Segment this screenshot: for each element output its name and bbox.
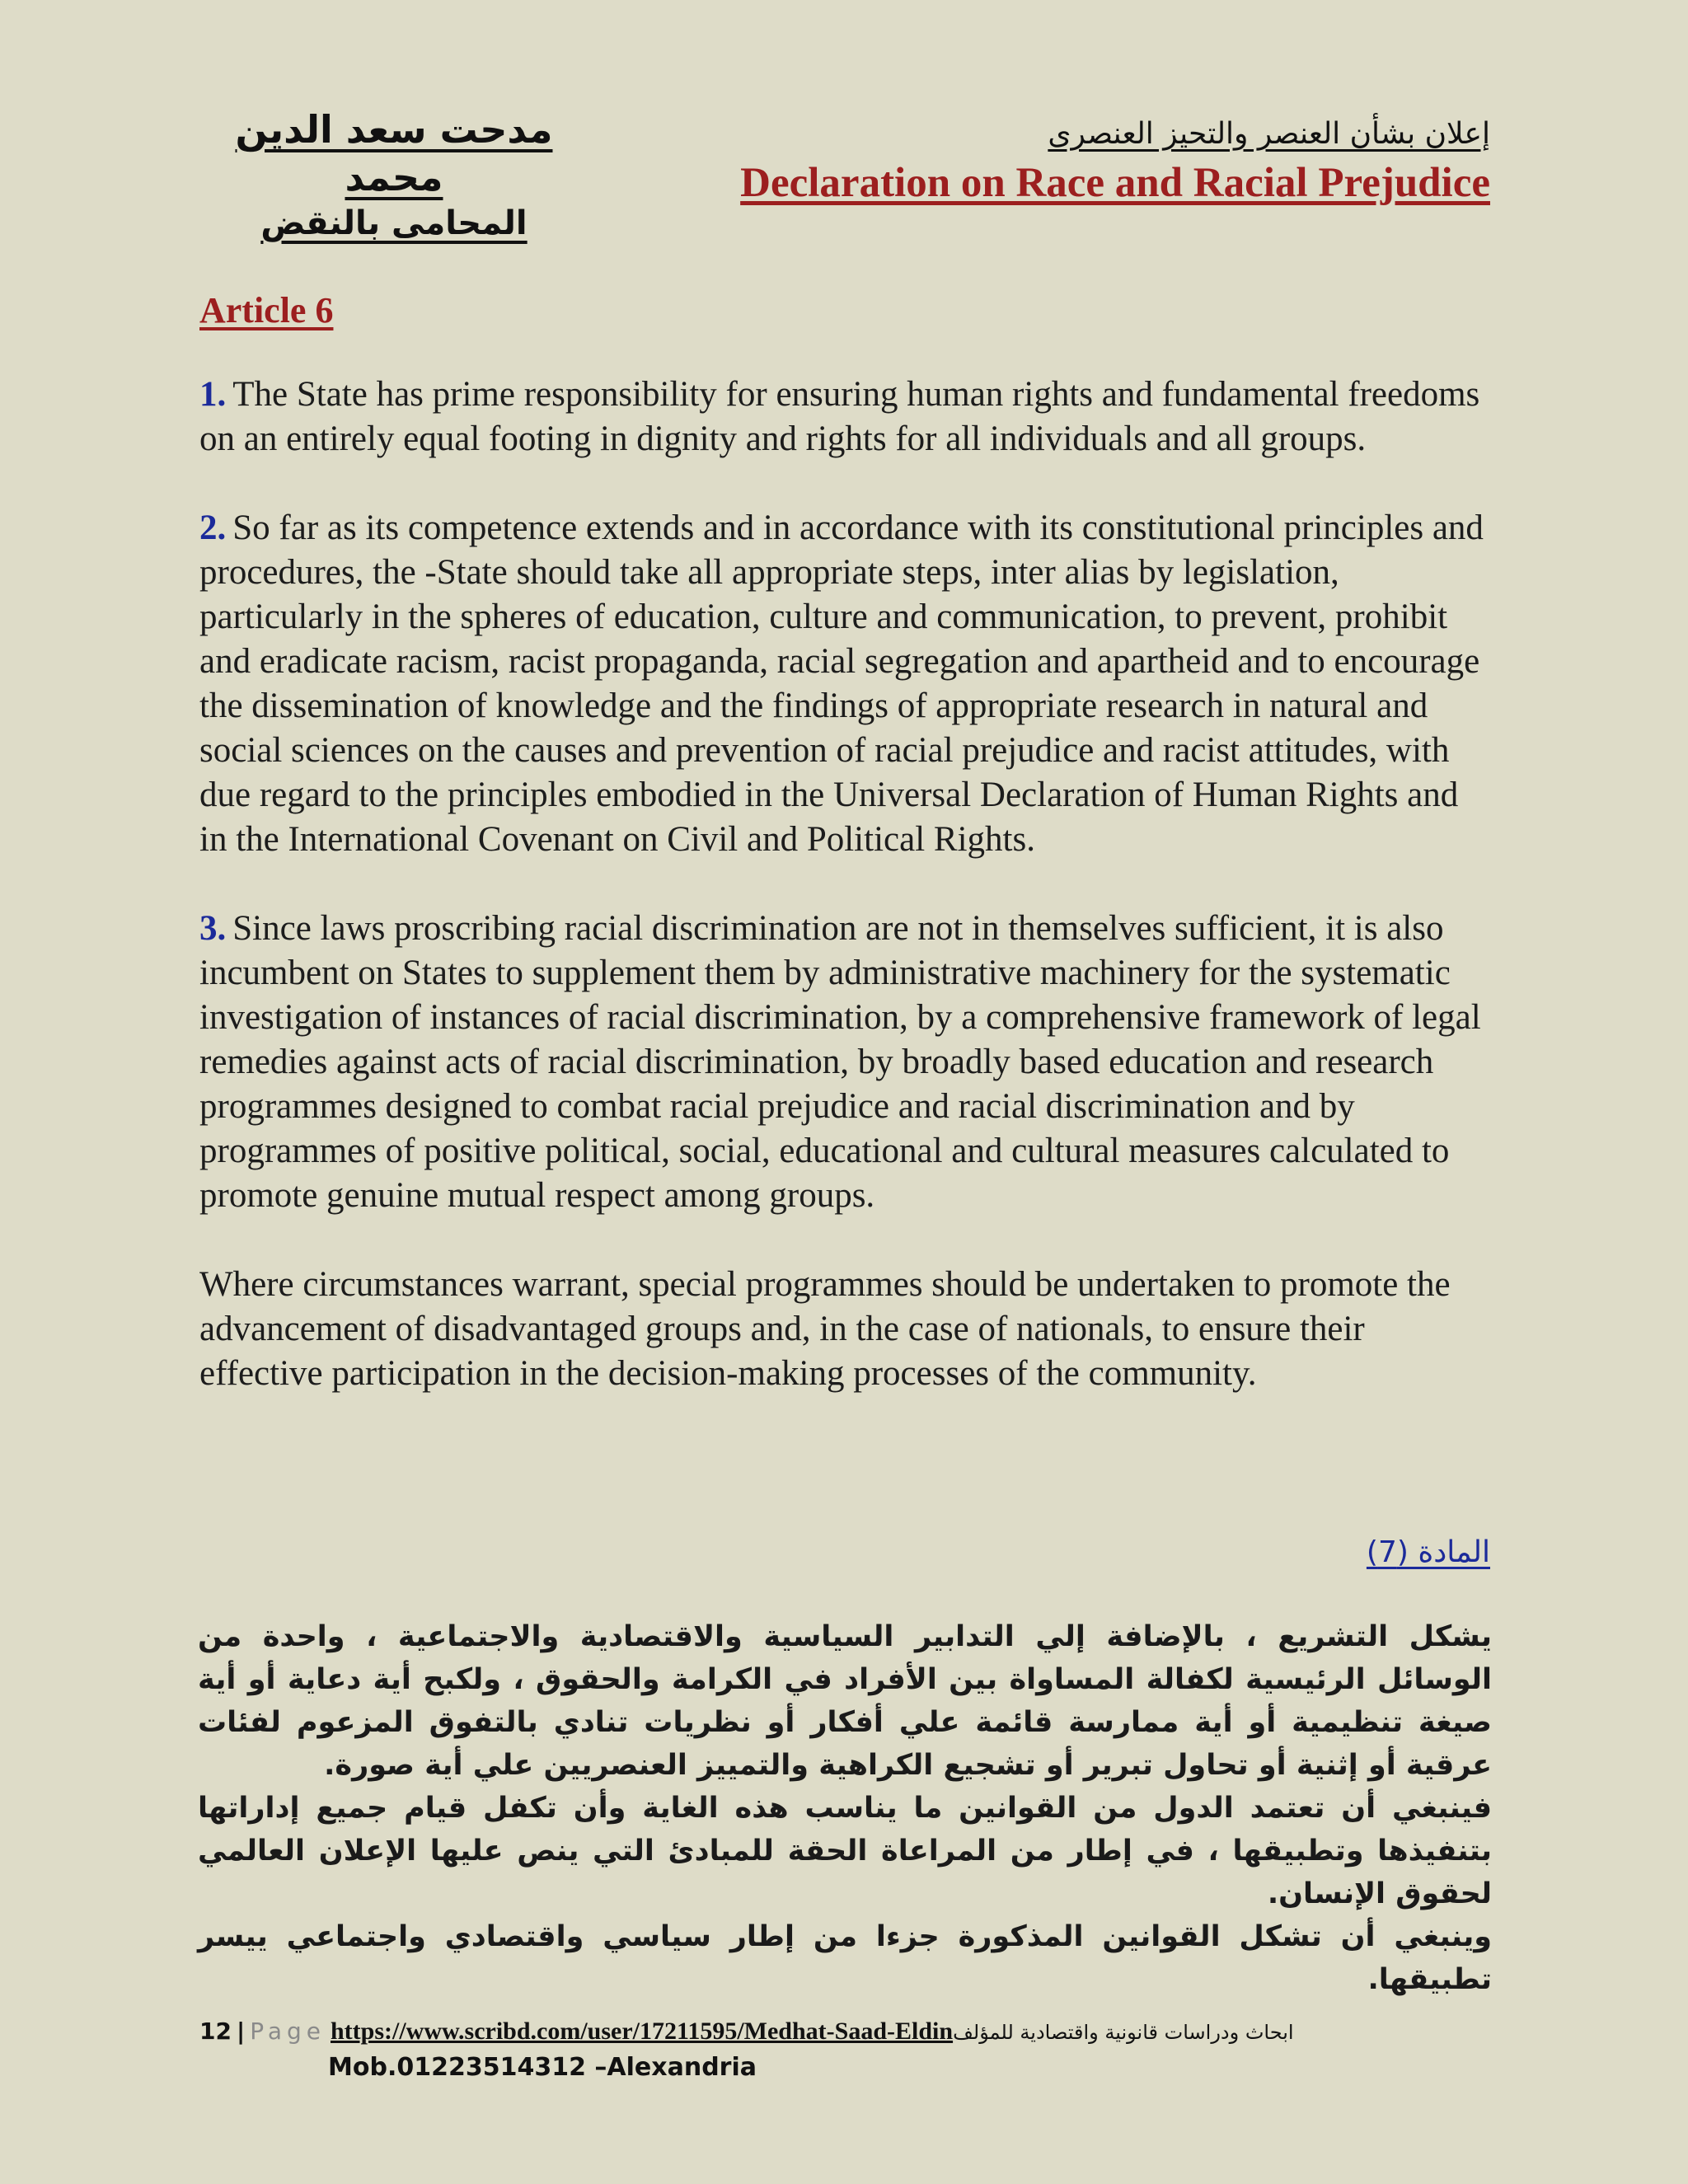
paragraph-text: The State has prime responsibility for ensuring human rights and fundamental freedoms on an entirely equal footing in dignity and rights for all individuals and all groups. (199, 375, 1480, 458)
article-paragraph-3 (199, 907, 1493, 1218)
article-paragraph-4 (199, 1263, 1493, 1396)
paragraph-text: So far as its competence extends and in accordance with its constitutional principles and procedures, the -State should take all appropriate steps, inter alias by legislation, particularly in the spheres of education, culture and communication, to prevent, prohibit and eradicate racism, racist propaganda, racial segregation and apartheid and to encourage the dissemination of knowledge and the findings of appropriate research in natural and social sciences on the causes and prevention of racial prejudice and racist attitudes, with due regard to the principles embodied in the Universal Declaration of Human Rights and in the International Covenant on Civil and Political Rights. (199, 509, 1484, 859)
article-body (199, 285, 1493, 1396)
page-number: 12 (199, 2018, 232, 2045)
paragraph-text: Since laws proscribing racial discrimination are not in themselves sufficient, it is also incumbent on States to supplement them by administrative machinery for the systematic investigation of instances of racial discrimination, by a comprehensive framework of legal remedies against acts of racial discrimination, by broadly based education and research programmes designed to combat racial prejudice and racial discrimination and by programmes of positive political, social, educational and cultural measures calculated to promote genuine mutual respect among groups. (199, 909, 1481, 1215)
paragraph-number: 2. (199, 509, 227, 547)
page-footer (199, 2014, 1518, 2086)
article-paragraph-2 (199, 506, 1493, 862)
arabic-paragraph-2: فينبغي أن تعتمد الدول من القوانين ما يناسب هذه الغاية وأن تكفل قيام جميع إداراتها بتنفيذها وتطبيقها ، في إطار من المراعاة الحقة للمبادئ التي ينص عليها الإعلان العالمي لحقوق الإنسان. (198, 1792, 1492, 1910)
mobile-contact: Mob.01223514312 –Alexandria (328, 2053, 757, 2082)
document-title-arabic: إعلان بشأن العنصر والتحيز العنصرى (1048, 117, 1490, 151)
author-note: ابحاث ودراسات قانونية واقتصادية للمؤلف (953, 2021, 1294, 2044)
paragraph-text: Where circumstances warrant, special programmes should be undertaken to promote the advancement of disadvantaged groups and, in the case of nationals, to ensure their effective participation in the decision-making processes of the community. (199, 1265, 1451, 1393)
author-role: المحامى بالنقض (260, 204, 528, 242)
document-title-english: Declaration on Race and Racial Prejudice (740, 160, 1490, 206)
page-word: Page (250, 2018, 326, 2045)
arabic-paragraph-1: يشكل التشريع ، بالإضافة إلي التدابير السياسية والاقتصادية والاجتماعية ، واحدة من الوسائل الرئيسية لكفالة المساواة بين الأفراد في الكرامة والحقوق ، ولكبح أية دعاية أو أية صيغة تنظيمية أو أية ممارسة قائمة علي أفكار أو نظريات تنادي بالتفوق المزعوم لفئات عرقية أو إثنية أو تحاول تبرير أو تشجيع الكراهية والتمييز العنصريين علي أية صورة. (198, 1620, 1492, 1782)
footer-separator: | (236, 2018, 246, 2045)
author-profile-link[interactable]: https://www.scribd.com/user/17211595/Medhat-Saad-Eldin (331, 2018, 954, 2045)
document-title-block (666, 111, 1490, 209)
arabic-article-body (198, 1615, 1492, 2001)
author-name: مدحت سعد الدين محمد (235, 107, 553, 199)
footer-line (199, 2014, 1518, 2050)
article-paragraph-1 (199, 373, 1493, 462)
paragraph-number: 3. (199, 909, 227, 948)
article-title: Article 6 (199, 290, 334, 330)
author-block (213, 105, 575, 246)
arabic-paragraph-3: وينبغي أن تشكل القوانين المذكورة جزءا من إطار سياسي واقتصادي واجتماعي ييسر تطبيقها. (198, 1920, 1492, 1996)
arabic-article-heading: المادة (7) (1366, 1535, 1490, 1569)
paragraph-number: 1. (199, 375, 227, 414)
